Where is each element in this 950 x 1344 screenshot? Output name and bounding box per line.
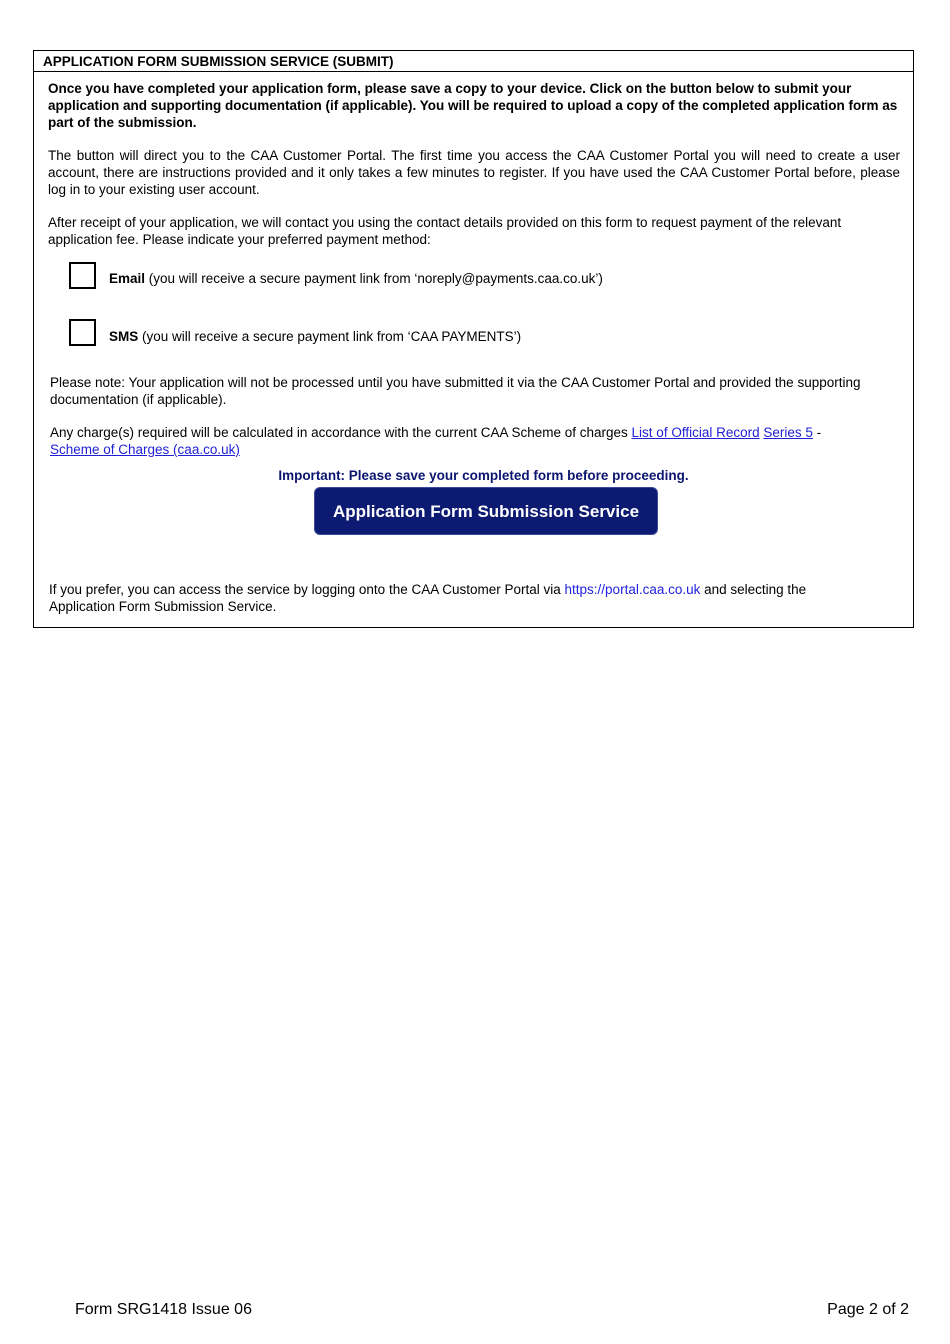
prefer-suffix: and selecting the Application Form Submission Service.	[49, 582, 807, 614]
portal-link[interactable]: https://portal.caa.co.uk	[564, 582, 701, 597]
email-payment-checkbox[interactable]	[69, 262, 96, 289]
email-payment-label	[109, 270, 603, 287]
page-number: Page 2 of 2	[827, 1301, 909, 1318]
charges-dash: -	[812, 425, 822, 440]
form-section-header: APPLICATION FORM SUBMISSION SERVICE (SUBMIT)	[34, 51, 913, 72]
submission-form-box	[33, 50, 914, 628]
email-option-desc: (you will receive a secure payment link from ‘noreply@payments.caa.co.uk’)	[145, 271, 603, 286]
portal-info-paragraph: The button will direct you to the CAA Customer Portal. The first time you access the CAA Customer Portal you will need to create a user account, there are instructions provided and it only takes a few minutes to register. If you have used the CAA Customer Portal before, please log in to your existing user account.	[48, 148, 900, 197]
form-identifier: Form SRG1418 Issue 06	[75, 1301, 252, 1318]
processing-note: Please note: Your application will not be processed until you have submitted it via the CAA Customer Portal and provided the supporting documentation (if applicable).	[50, 375, 861, 407]
alternative-access-paragraph	[49, 581, 869, 615]
intro-paragraph: Once you have completed your application form, please save a copy to your device. Click on the button below to submit your application and supporting documentation (if applicable). You will be required to upload a copy of the completed application form as part of the submission.	[48, 81, 898, 130]
prefer-text: If you prefer, you can access the service by logging onto the CAA Customer Portal via	[49, 582, 565, 597]
email-option-name: Email	[109, 271, 146, 286]
official-record-link[interactable]: List of Official Record	[631, 425, 760, 440]
sms-option-name: SMS	[109, 329, 139, 344]
save-warning: Important: Please save your completed form before proceeding.	[278, 468, 689, 483]
scheme-of-charges-link[interactable]: Scheme of Charges (caa.co.uk)	[50, 442, 240, 457]
submission-service-button[interactable]: Application Form Submission Service	[314, 487, 658, 535]
sms-option-desc: (you will receive a secure payment link from ‘CAA PAYMENTS’)	[138, 329, 522, 344]
series-5-link[interactable]: Series 5	[763, 425, 813, 440]
sms-payment-checkbox[interactable]	[69, 319, 96, 346]
payment-info-paragraph: After receipt of your application, we will contact you using the contact details provided on this form to request payment of the relevant application fee. Please indicate your preferred payment method:	[48, 215, 842, 247]
sms-payment-label	[109, 328, 521, 345]
charges-text: Any charge(s) required will be calculated in accordance with the current CAA Scheme of charges	[50, 425, 632, 440]
charges-paragraph	[50, 424, 870, 458]
